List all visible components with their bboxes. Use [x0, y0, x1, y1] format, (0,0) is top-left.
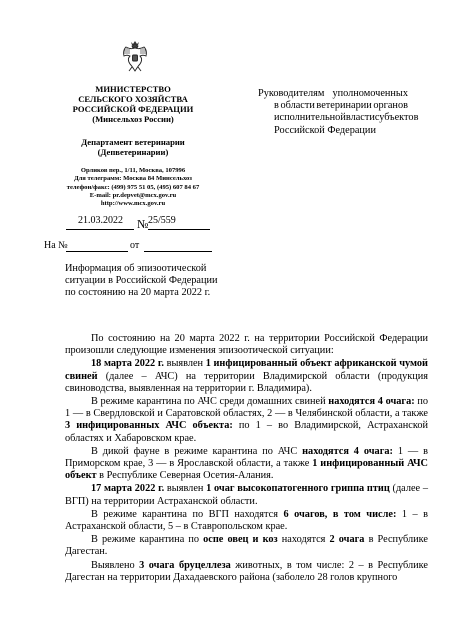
paragraph-sheep-pox [65, 534, 428, 558]
bold-text: 3 инфицированных АЧС объекта: [65, 420, 233, 432]
addressee-word: ветеринарии [316, 100, 372, 112]
email-line: E-mail: pr.depvet@mcx.gov.ru [89, 191, 177, 199]
paragraph-asf-domestic-new [65, 358, 428, 395]
subject-line: ситуации в Российской Федерации [65, 275, 218, 287]
text: (далее – ВГП) на территории Астраханской области. [65, 483, 429, 507]
text: выявлен [164, 483, 207, 495]
ministry-short-name: (Минсельхоз России) [92, 114, 174, 124]
text: В режиме карантина по [91, 534, 204, 546]
addressee-word: субъектов [374, 112, 419, 124]
phone-line: телефон/факс: (499) 975 51 05, (495) 607 84 67 [66, 183, 200, 191]
reply-from-label: от [130, 240, 140, 251]
text: в Республике Дагестан. [65, 534, 428, 558]
letter-subject [65, 263, 265, 300]
bold-text: 1 очаг высокопатогенного гриппа птиц [206, 483, 390, 495]
text: В режиме карантина по АЧС среди домашних свиней [91, 396, 329, 408]
text: находятся [277, 534, 330, 546]
number-underline [148, 229, 210, 230]
ministry-line: МИНИСТЕРСТВО [95, 84, 171, 94]
department-name [58, 137, 208, 157]
addressee-word: исполнительной [274, 112, 346, 124]
bold-text: 18 марта 2022 г. [91, 358, 164, 370]
coat-of-arms-emblem [120, 40, 150, 76]
text: по 1 – во Владимирской, Астраханской областях и Хабаровском крае. [65, 420, 428, 444]
reply-date-field [144, 251, 212, 252]
text: (далее – АЧС) на территории Владимирской области (продукция свиноводства, выявленная на территории г. Владимира). [65, 370, 428, 394]
reply-to-label: На № [44, 240, 68, 251]
text: в Республике Северная Осетия-Алания. [96, 470, 274, 482]
number-sign: № [137, 217, 149, 231]
bold-text: 1 инфицированный объект африканской чумой свиней [65, 358, 428, 382]
bold-text: 3 очага бруцеллеза [139, 559, 231, 571]
paragraph-asf-quarantine [65, 396, 428, 445]
bold-text: оспе овец и коз [203, 534, 278, 546]
text: 1 — в Приморском крае, 3 — в Ярославской области, а также [65, 445, 429, 470]
department-short-name: (Депветеринарии) [97, 147, 169, 157]
bold-text: находятся 4 очага: [328, 396, 415, 408]
addressee-word: власти [345, 112, 375, 124]
letter-body [65, 333, 428, 585]
bold-text: 2 очага [329, 534, 365, 546]
text: животных, в том числе: 2 – в Республике Дагестан на территории Дахадаевского района (заболело 28 голов крупного [65, 559, 428, 583]
paragraph-avian-flu-quarantine [65, 509, 428, 533]
ministry-line: СЕЛЬСКОГО ХОЗЯЙСТВА [78, 94, 188, 104]
addressee-block [258, 88, 419, 137]
addressee-word: органов [373, 100, 408, 112]
bold-text: 6 очагов, в том числе: [283, 508, 397, 520]
bold-text: 1 инфицированный АЧС объект [65, 458, 428, 482]
reply-number-field [66, 251, 128, 252]
ministry-line: РОССИЙСКОЙ ФЕДЕРАЦИИ [72, 104, 194, 114]
text: В режиме карантина по ВГП находятся [91, 508, 284, 520]
website-line: http://www.mcx.gov.ru [100, 200, 166, 208]
registration-date: 21.03.2022 [78, 215, 123, 226]
subject-line: по состоянию на 20 марта 2022 г. [65, 287, 211, 299]
telegram-line: Для телеграмм: Москва 84 Минсельхоз [74, 175, 192, 183]
ministry-name [58, 84, 208, 124]
text: выявлен [163, 358, 206, 370]
paragraph-asf-wild [65, 446, 428, 483]
text: по 1 — в Свердловской и Саратовской областях, 2 — в Челябинской области, а также [65, 396, 429, 420]
address-line: Орликов пер., 1/11, Москва, 107996 [80, 167, 186, 174]
department-line: Департамент ветеринарии [81, 137, 185, 147]
bold-text: находятся 4 очага: [302, 445, 393, 457]
text: Выявлено [91, 559, 140, 571]
paragraph-brucellosis [65, 560, 428, 584]
text: В дикой фауне в режиме карантина по АЧС [91, 445, 303, 457]
bold-text: 17 марта 2022 г. [91, 483, 165, 495]
text: 1 – в Астраханской области, 5 – в Ставропольском крае. [65, 508, 429, 533]
registration-number: 25/559 [148, 215, 176, 226]
addressee-word: уполномоченных [332, 88, 408, 99]
addressee-line: Российской Федерации [274, 124, 376, 136]
paragraph-intro: По состоянию на 20 марта 2022 г. на территории Российской Федерации произошли следующие изменения эпизоотической ситуации: [65, 333, 428, 357]
date-underline [66, 229, 134, 230]
paragraph-avian-flu-new [65, 483, 428, 507]
addressee-word: Руководителям [258, 88, 325, 99]
addressee-word: в [274, 100, 279, 112]
contact-block [48, 167, 218, 208]
addressee-word: области [280, 100, 315, 112]
subject-line: Информация об эпизоотической [65, 263, 207, 274]
